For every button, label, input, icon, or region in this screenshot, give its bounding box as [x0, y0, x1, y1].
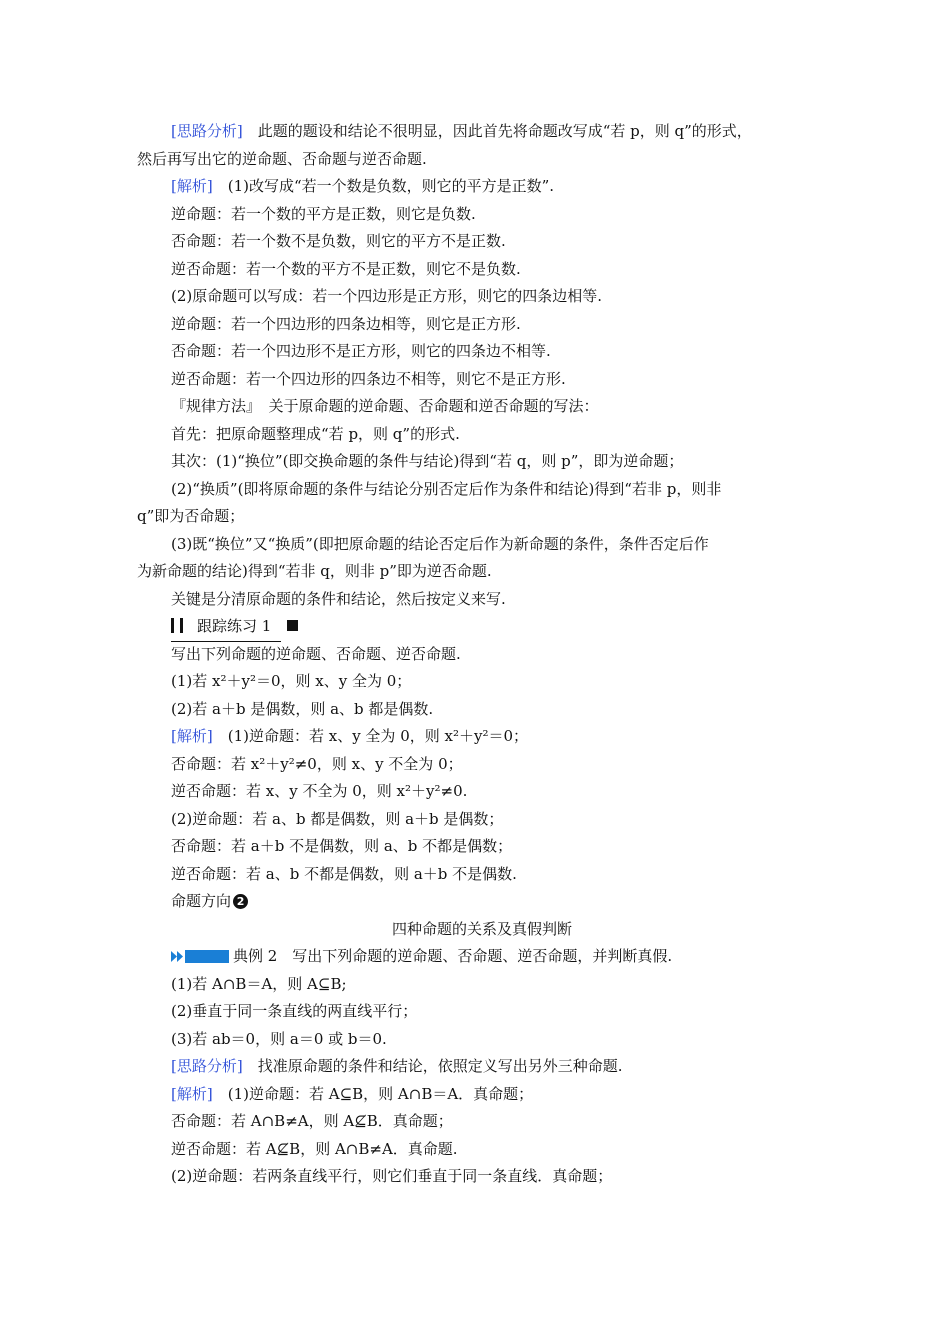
analysis-tag: [思路分析] [171, 1057, 243, 1075]
line-text: 逆否命题：若 x、y 不全为 0，则 x²＋y²≠0. [171, 782, 468, 800]
line-text: (2)原命题可以写成：若一个四边形是正方形，则它的四条边相等. [171, 287, 603, 305]
line-solution-2: [解析] (1)逆命题：若 x、y 全为 0，则 x²＋y²＝0； [171, 727, 529, 745]
example-heading: 典例 2 写出下列命题的逆命题、否命题、逆否命题，并判断真假. [137, 943, 827, 971]
document-body [137, 118, 827, 1191]
circled-number-icon: 2 [233, 894, 248, 909]
solution-tag: [解析] [171, 177, 213, 195]
line-text: 否命题：若 A∩B≠A，则 A⊈B．真命题； [171, 1112, 453, 1130]
line-solution-1: [解析] (1)改写成“若一个数是负数，则它的平方是正数”. [171, 177, 555, 195]
solution-tag: [解析] [171, 1084, 213, 1103]
line-text: (2)“换质”(即将原命题的条件与结论分别否定后作为条件和结论)得到“若非 p，则非 [171, 479, 722, 498]
line-text: 否命题：若一个四边形不是正方形，则它的四条边不相等. [171, 342, 551, 360]
line-text: (2)逆命题：若两条直线平行，则它们垂直于同一条直线．真命题； [171, 1167, 613, 1185]
line-text: 首先：把原命题整理成“若 p，则 q”的形式. [171, 424, 460, 443]
direction-heading: 命题方向 2 [137, 888, 827, 916]
line-text: 写出下列命题的逆命题、否命题、逆否命题. [171, 644, 461, 663]
line-text: 逆否命题：若 a、b 不都是偶数，则 a＋b 不是偶数. [171, 864, 517, 883]
line-text: 否命题：若 a＋b 不是偶数，则 a、b 不都是偶数； [171, 837, 513, 855]
line-text: (3)既“换位”又“换质”(即把原命题的结论否定后作为新命题的条件，条件否定后作 [171, 534, 709, 553]
line-text: 其次：(1)“换位”(即交换命题的条件与结论)得到“若 q，则 p”，即为逆命题； [171, 452, 684, 470]
square-icon [287, 620, 298, 631]
line-analysis-2: 然后再写出它的逆命题、否命题与逆否命题. [137, 149, 427, 168]
line-text: (2)逆命题：若 a、b 都是偶数，则 a＋b 是偶数； [171, 809, 504, 828]
line-text: (3)若 ab＝0，则 a＝0 或 b＝0. [171, 1029, 387, 1048]
section-title: 四种命题的关系及真假判断 [391, 919, 572, 938]
solution-tag: [解析] [171, 727, 213, 745]
line-text: q”即为否命题； [137, 507, 245, 525]
line-text: (2)垂直于同一条直线的两直线平行； [171, 1002, 418, 1020]
line-text: 逆命题：若一个四边形的四条边相等，则它是正方形. [171, 314, 521, 333]
line-text: 逆命题：若一个数的平方是正数，则它是负数. [171, 204, 476, 223]
line-text: (1)若 x²＋y²＝0，则 x、y 全为 0； [171, 672, 412, 690]
line-analysis-3: [思路分析] 找准原命题的条件和结论，依照定义写出另外三种命题. [171, 1057, 623, 1075]
line-text: 逆否命题：若 A⊈B，则 A∩B≠A．真命题. [171, 1139, 458, 1158]
line-text: (2)若 a＋b 是偶数，则 a、b 都是偶数. [171, 699, 434, 718]
line-text: 逆否命题：若一个四边形的四条边不相等，则它不是正方形. [171, 369, 566, 388]
line-method-title: 『规律方法』 关于原命题的逆命题、否命题和逆否命题的写法： [171, 397, 599, 415]
line-text: 否命题：若一个数不是负数，则它的平方不是正数. [171, 232, 506, 250]
practice-heading [137, 613, 827, 641]
line-text: (1)若 A∩B＝A，则 A⊆B; [171, 974, 347, 993]
line-solution-3: [解析] (1)逆命题：若 A⊆B，则 A∩B＝A．真命题； [171, 1084, 534, 1103]
line-text: 关键是分清原命题的条件和结论，然后按定义来写. [171, 589, 506, 608]
line-text: 否命题：若 x²＋y²≠0，则 x、y 不全为 0； [171, 754, 463, 773]
line-analysis-1: [思路分析] 此题的题设和结论不很明显，因此首先将命题改写成“若 p，则 q”的形式， [171, 122, 752, 140]
line-text: 为新命题的结论)得到“若非 q，则非 p”即为逆否命题. [137, 562, 492, 580]
analysis-tag: [思路分析] [171, 122, 243, 140]
bars-icon [171, 613, 197, 641]
line-text: 逆否命题：若一个数的平方不是正数，则它不是负数. [171, 259, 521, 278]
practice-title: 跟踪练习 1 [171, 613, 281, 642]
example-badge-icon [171, 949, 229, 964]
